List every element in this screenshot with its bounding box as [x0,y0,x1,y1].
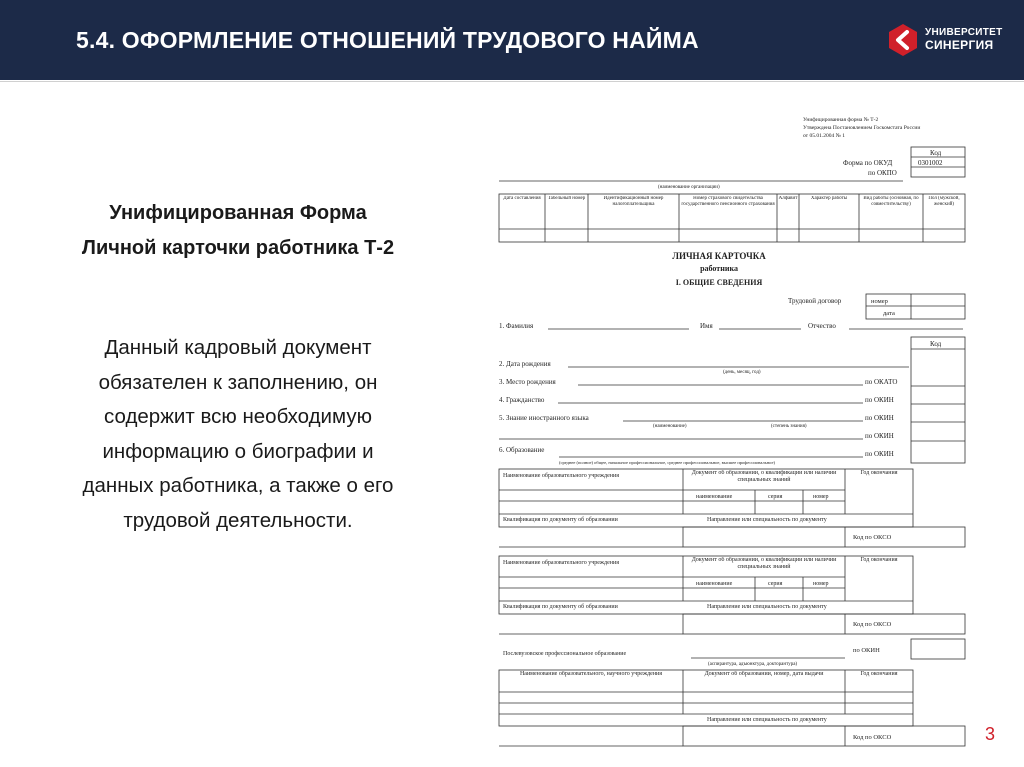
slide-title: 5.4. ОФОРМЛЕНИЕ ОТНОШЕНИЙ ТРУДОВОГО НАЙМА [76,27,699,53]
edu-document-header: Документ об образовании, о квалификации или наличии специальных знаний [691,470,837,483]
form-header-cell: Дата составления [503,196,541,201]
edu-doc-name-header: наименование [696,581,733,587]
edu-document-header: Документ об образовании, о квалификации или наличии специальных знаний [691,557,837,570]
form-header-cell: Вид работы (основная, по совместительству) [863,196,919,207]
form-edu-caption: (среднее (полное) общее, начальное профессиональное, среднее профессиональное, высшее профессиональное) [559,460,775,465]
edu-qualification-header: Квалификация по документу об образовании [503,517,618,523]
t2-form-image [493,109,973,754]
edu-specialty-header: Направление или специальность по документу [707,517,827,523]
body-line: содержит всю необходимую [104,405,372,428]
form-code-label: Код [930,340,942,348]
logo-text-synergy: СИНЕРГИЯ [925,38,994,52]
form-date-label: дата [883,310,895,317]
content-body [20,331,456,538]
form-okpo-label: по ОКПО [868,169,897,177]
body-line: данных работника, а также о его [82,474,394,497]
synergy-logo-icon [885,22,921,58]
postgrad-document-header: Документ об образовании, номер, дата выдачи [704,671,824,677]
content-title-line: Личной карточки работника Т-2 [81,237,395,259]
edu-doc-series-header: серия [768,494,783,500]
logo-text-university: УНИВЕРСИТЕТ [925,27,1003,38]
form-birth-caption: (день, месяц, год) [723,370,761,375]
form-lang-caption: (степень знания) [771,424,807,429]
form-lang-caption: (наименование) [653,424,687,429]
edu-doc-number-header: номер [813,494,829,500]
form-stamp-line: от 05.01.2004 № 1 [803,133,845,139]
form-number-label: номер [871,298,888,305]
edu-institution-header: Наименование образовательного учреждения [503,560,619,566]
form-code-label: Код [930,149,942,157]
synergy-logo [885,22,1015,62]
form-okin-label: по ОКИН [865,450,894,458]
form-stamp-line: Унифицированная форма № Т-2 [803,117,879,123]
page-number: 3 [985,724,996,744]
form-header-cell: Характер работы [810,196,848,201]
form-section-title: I. ОБЩИЕ СВЕДЕНИЯ [675,278,763,287]
edu-year-header: Год окончания [860,470,898,476]
edu-doc-name-header: наименование [696,494,733,500]
postgrad-okso-label: Код по ОКСО [853,734,892,741]
postgrad-label: Послевузовское профессиональное образование [503,651,627,657]
form-header-cell: Пол (мужской, женский) [928,196,960,207]
edu-qualification-header: Квалификация по документу об образовании [503,604,618,610]
form-okin-label: по ОКИН [865,396,894,404]
edu-institution-header: Наименование образовательного учреждения [503,473,619,479]
edu-year-header: Год окончания [860,557,898,563]
edu-specialty-header: Направление или специальность по документу [707,604,827,610]
form-field-label: 4. Гражданство [499,396,545,404]
form-header-cell: Табельный номер [547,196,586,201]
form-card-title: ЛИЧНАЯ КАРТОЧКА [672,251,766,261]
body-line: обязателен к заполнению, он [98,370,378,394]
form-header-cell: Идентификационный номер налогоплательщика [603,196,664,207]
form-stamp-line: Утверждена Постановлением Госкомстата России [803,125,921,131]
edu-okso-label: Код по ОКСО [853,621,892,628]
postgrad-okin-label: по ОКИН [853,647,880,654]
postgrad-specialty-header: Направление или специальность по документу [707,717,827,723]
edu-okso-label: Код по ОКСО [853,534,892,541]
postgrad-year-header: Год окончания [860,671,898,677]
form-header-cell: Номер страхового свидетельства государственного пенсионного страхования [681,196,775,207]
form-field-label: 3. Место рождения [499,378,556,386]
postgrad-institution-header: Наименование образовательного, научного учреждения [519,671,663,677]
form-okud-label: Форма по ОКУД [843,159,893,167]
header-divider [0,81,1024,82]
content-title [20,196,456,266]
form-okin-label: по ОКИН [865,432,894,440]
slide-header [0,0,1024,80]
body-line: трудовой деятельности. [123,508,353,532]
form-name-label: Имя [700,322,713,330]
form-patronymic-label: Отчество [808,322,836,330]
form-card-subtitle: работника [700,264,738,273]
content-title-line: Унифицированная Форма [109,202,367,224]
form-field-label: 5. Знание иностранного языка [499,414,589,422]
form-okato-label: по ОКАТО [865,378,898,386]
postgrad-caption: (аспирантура, адъюнктура, докторантура) [708,662,798,667]
form-org-caption: (наименование организации) [658,185,720,190]
form-field-label: 2. Дата рождения [499,360,551,368]
form-contract-label: Трудовой договор [788,297,842,305]
form-header-cell: Алфавит [778,196,798,201]
form-okin-label: по ОКИН [865,414,894,422]
edu-doc-number-header: номер [813,581,829,587]
edu-doc-series-header: серия [768,581,783,587]
body-line: Данный кадровый документ [104,336,372,359]
form-field-label: 1. Фамилия [499,322,534,330]
form-okud-code: 0301002 [918,159,943,167]
form-field-label: 6. Образование [499,446,545,454]
body-line: информацию о биографии и [102,439,374,463]
